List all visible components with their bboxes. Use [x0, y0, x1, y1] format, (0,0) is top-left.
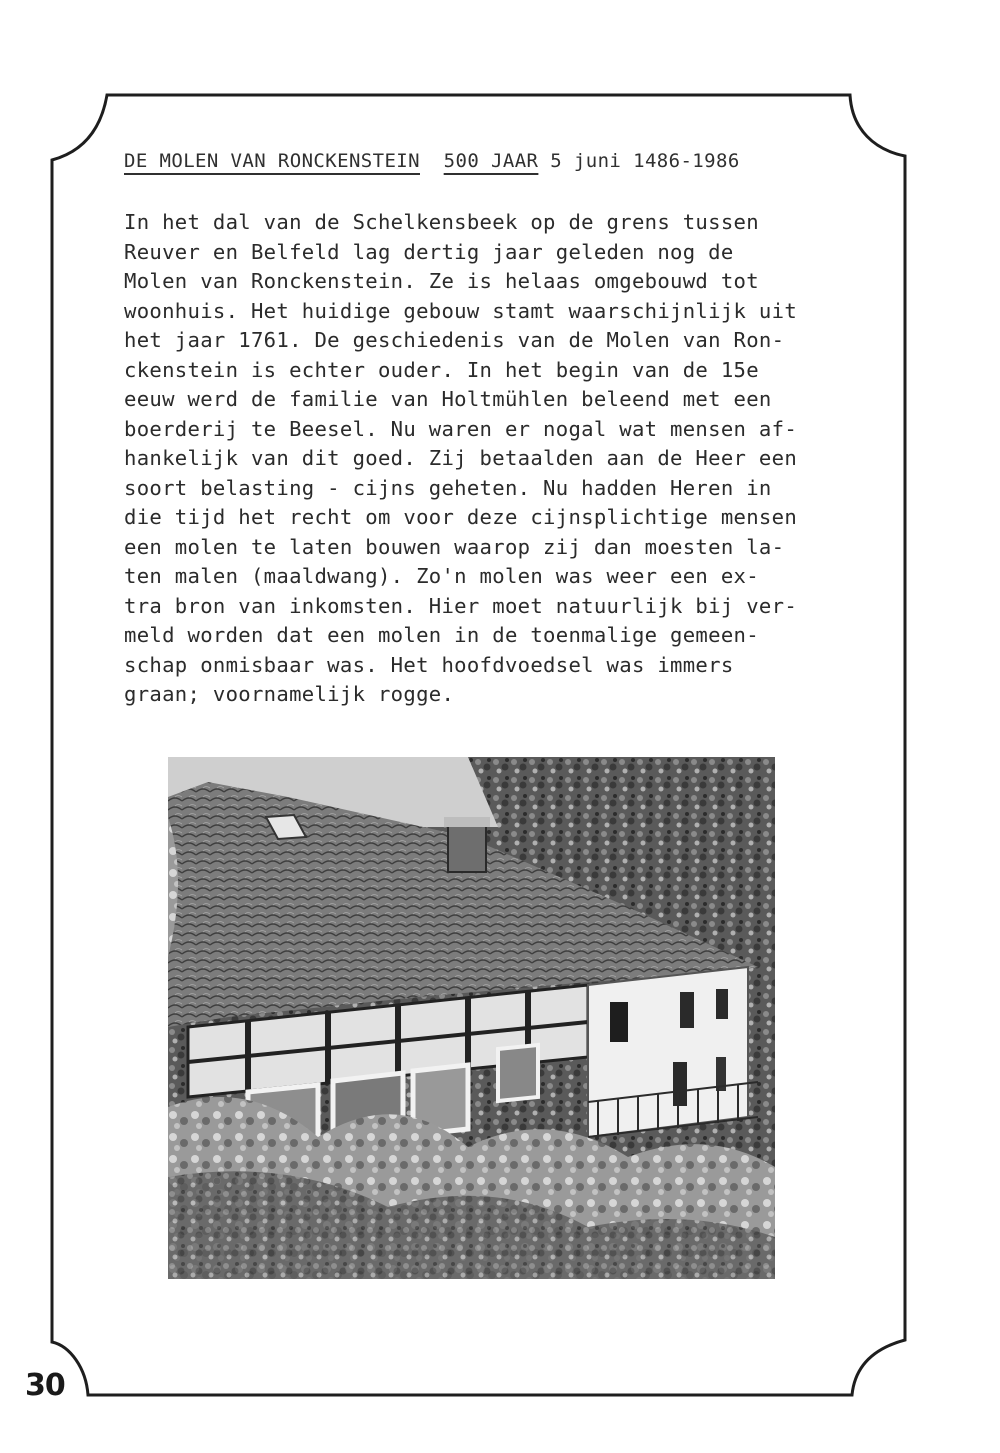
text-line: een molen te laten bouwen waarop zij dan moesten la-	[124, 534, 785, 559]
text-line: soort belasting - cijns geheten. Nu hadden Heren in	[124, 475, 772, 500]
text-line: schap onmisbaar was. Het hoofdvoedsel was immers	[124, 652, 734, 677]
text-line: ckenstein is echter ouder. In het begin van de 15e	[124, 357, 759, 382]
text-line: hankelijk van dit goed. Zij betaalden aan de Heer een	[124, 446, 798, 470]
page-header	[124, 150, 884, 184]
text-line: het jaar 1761. De geschiedenis van de Molen van Ron-	[124, 328, 785, 352]
mill-photograph	[168, 757, 775, 1279]
text-line: Molen van Ronckenstein. Ze is helaas omgebouwd tot	[124, 269, 759, 293]
header-anniversary: 500 JAAR	[443, 150, 539, 172]
text-line: woonhuis. Het huidige gebouw stamt waarschijnlijk uit	[124, 298, 798, 323]
text-line: tra bron van inkomsten. Hier moet natuurlijk bij ver-	[124, 593, 798, 618]
text-line: graan; voornamelijk rogge.	[124, 682, 455, 706]
text-line: meld worden dat een molen in de toenmalige gemeen-	[124, 623, 759, 647]
header-dates: 5 juni 1486-1986	[550, 150, 740, 172]
text-line: eeuw werd de familie van Holtmühlen beleend met een	[124, 387, 772, 411]
text-line: Reuver en Belfeld lag dertig jaar geleden nog de	[124, 239, 734, 264]
header-title: DE MOLEN VAN RONCKENSTEIN	[124, 150, 420, 172]
text-line: die tijd het recht om voor deze cijnsplichtige mensen	[124, 505, 798, 529]
text-line: boerderij te Beesel. Nu waren er nogal wat mensen af-	[124, 416, 798, 441]
text-line: ten malen (maaldwang). Zo'n molen was weer een ex-	[124, 564, 759, 588]
text-line: In het dal van de Schelkensbeek op de grens tussen	[124, 210, 759, 234]
page-number: 30	[25, 1368, 65, 1403]
article-body	[124, 208, 884, 710]
